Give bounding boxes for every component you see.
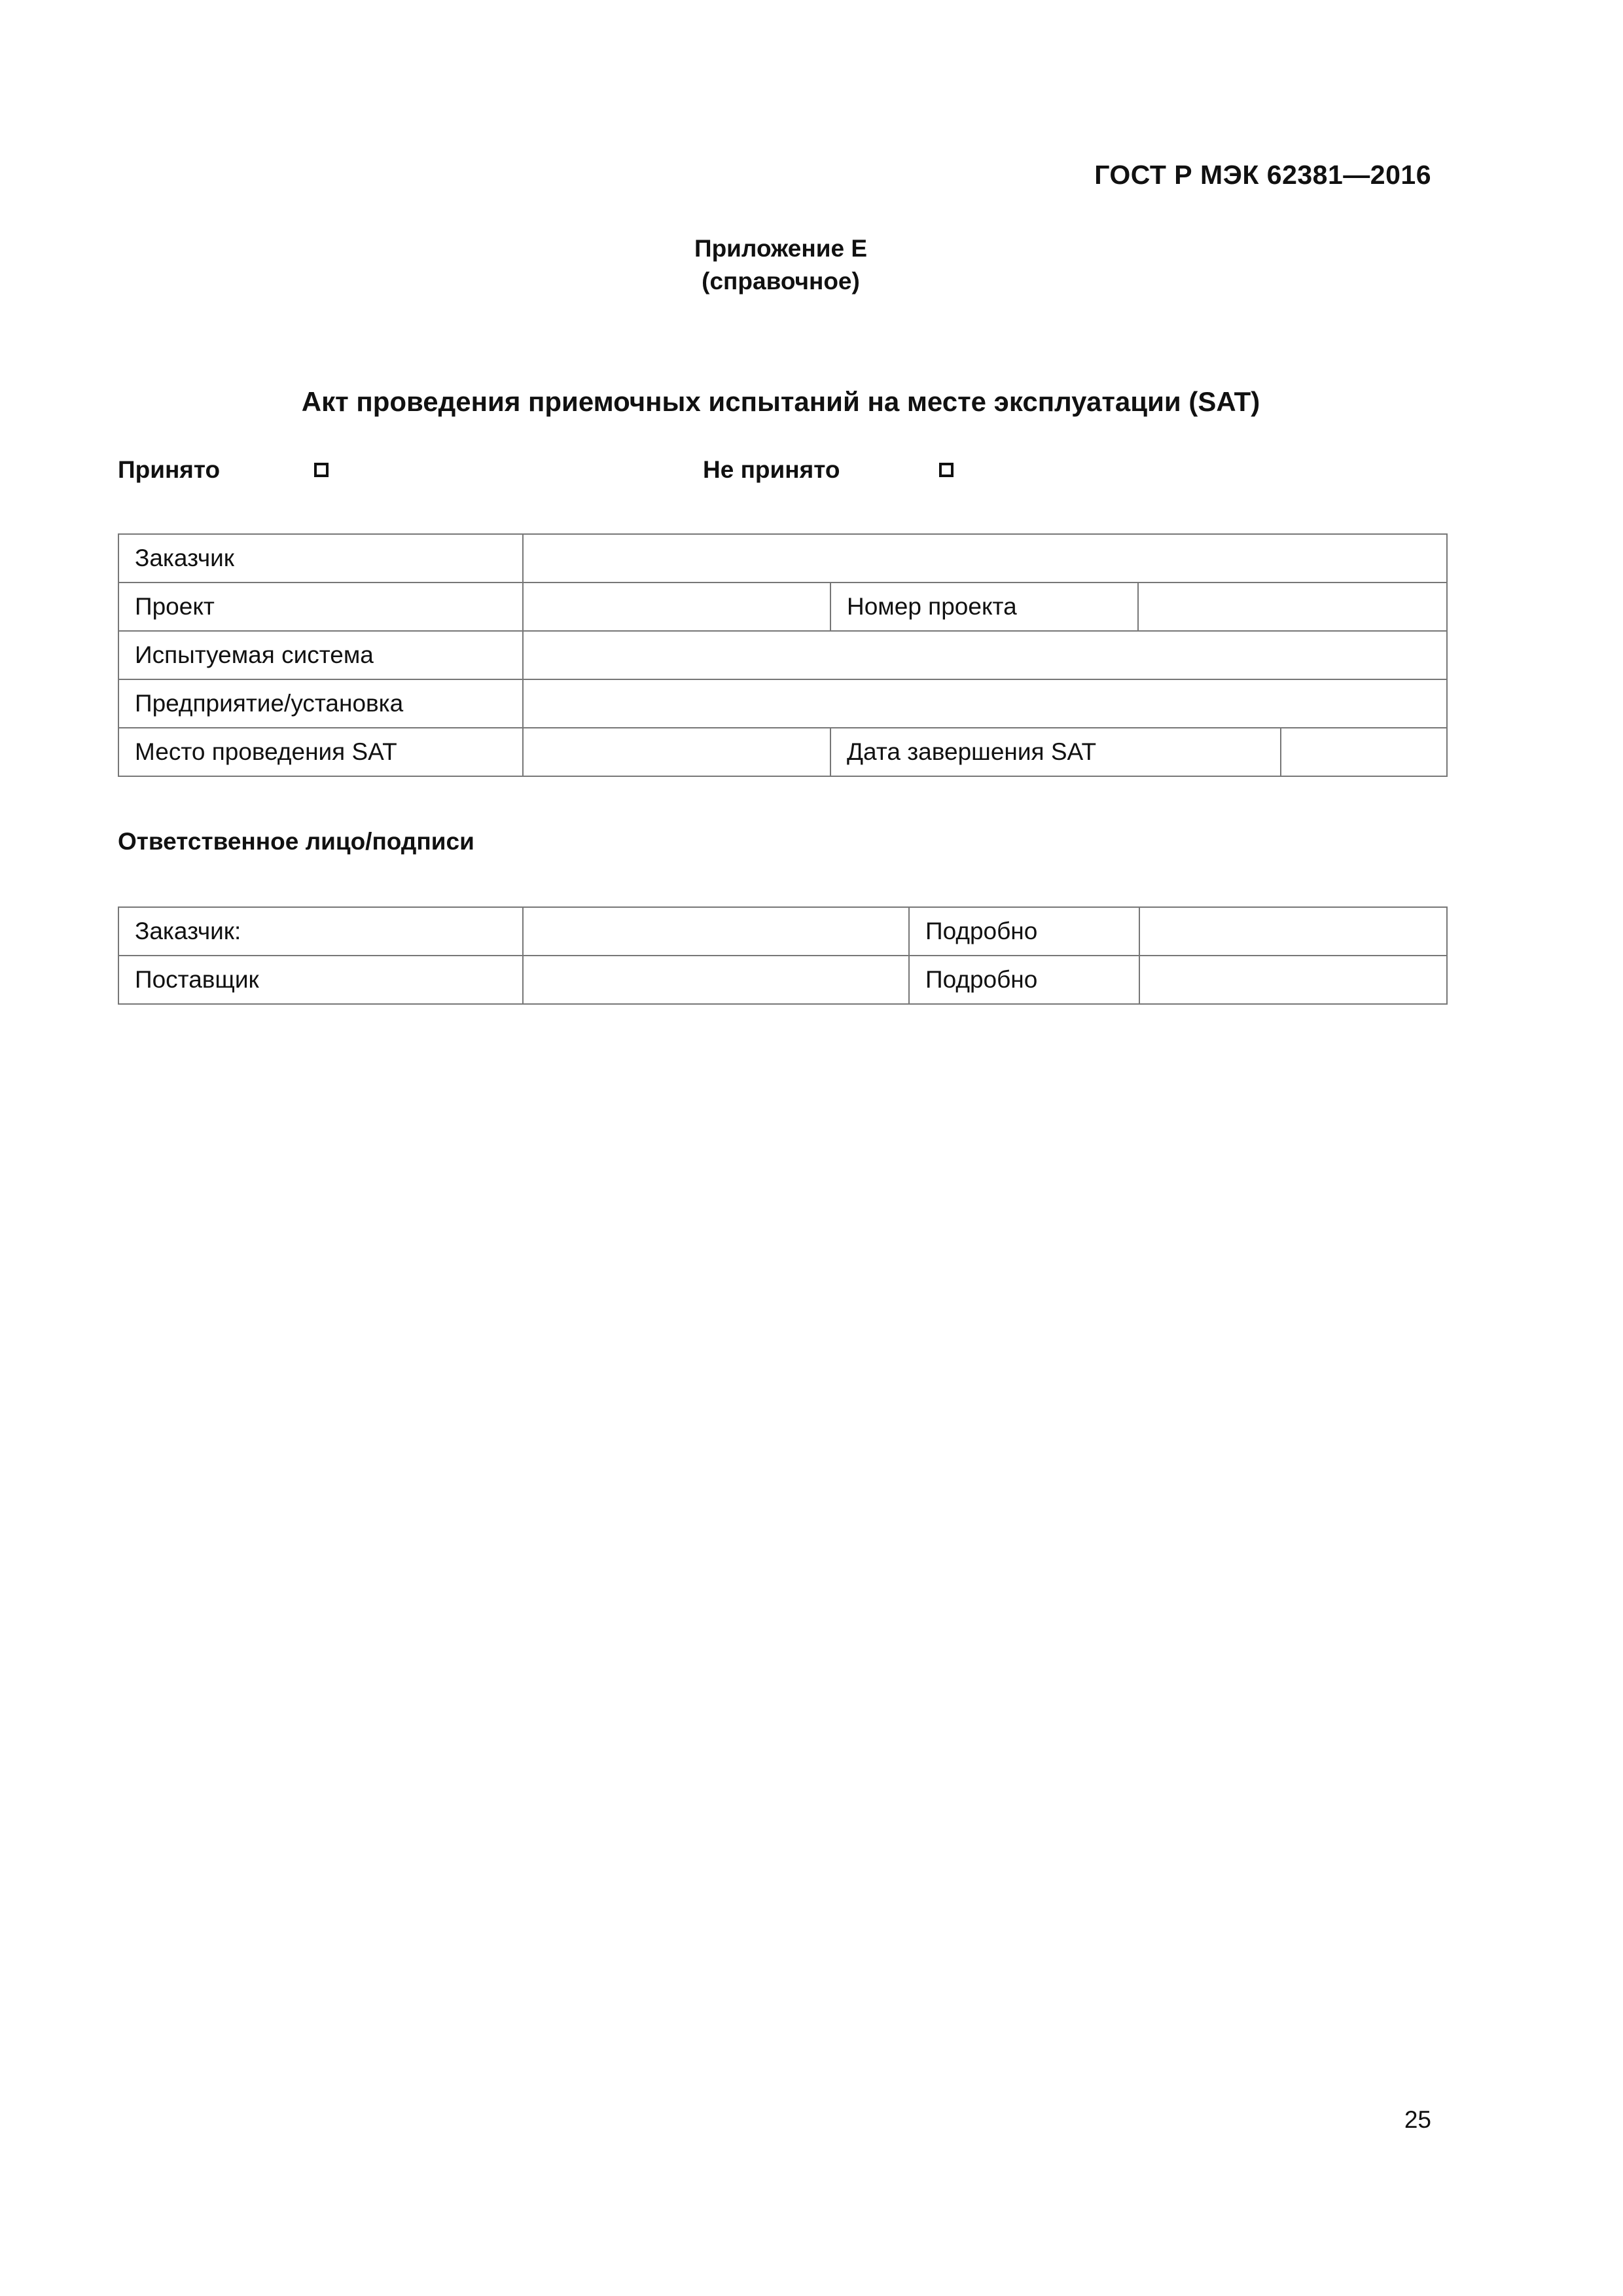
- signature-supplier-label: Поставщик: [118, 956, 523, 1004]
- document-standard-id: ГОСТ Р МЭК 62381—2016: [1094, 160, 1431, 190]
- signature-customer-label: Заказчик:: [118, 907, 523, 956]
- system-under-test-label: Испытуемая система: [118, 631, 523, 679]
- accepted-label: Принято: [118, 456, 221, 483]
- not-accepted-checkbox[interactable]: [939, 463, 954, 477]
- page-number: 25: [1404, 2106, 1431, 2133]
- project-number-label: Номер проекта: [830, 583, 1138, 631]
- signatures-section-title: Ответственное лицо/подписи: [118, 828, 474, 855]
- sat-completion-date-label: Дата завершения SAT: [830, 728, 1281, 776]
- signature-customer-value-field[interactable]: [523, 907, 909, 956]
- appendix-heading: [0, 232, 1561, 298]
- customer-label: Заказчик: [118, 534, 523, 583]
- signature-customer-details-field[interactable]: [1139, 907, 1447, 956]
- table-row: [118, 631, 1447, 679]
- table-row: [118, 534, 1447, 583]
- project-number-value-field[interactable]: [1138, 583, 1447, 631]
- signatures-table: [118, 906, 1448, 1005]
- signature-supplier-details-field[interactable]: [1139, 956, 1447, 1004]
- table-row: [118, 728, 1447, 776]
- signature-supplier-details-label: Подробно: [909, 956, 1139, 1004]
- sat-info-table: [118, 533, 1448, 777]
- facility-label: Предприятие/установка: [118, 679, 523, 728]
- signature-supplier-value-field[interactable]: [523, 956, 909, 1004]
- system-under-test-value-field[interactable]: [523, 631, 1447, 679]
- sat-location-value-field[interactable]: [523, 728, 830, 776]
- table-row: [118, 956, 1447, 1004]
- appendix-subtitle: (справочное): [702, 268, 860, 295]
- project-value-field[interactable]: [523, 583, 830, 631]
- customer-value-field[interactable]: [523, 534, 1447, 583]
- facility-value-field[interactable]: [523, 679, 1447, 728]
- accepted-checkbox[interactable]: [314, 463, 329, 477]
- table-row: [118, 679, 1447, 728]
- not-accepted-label: Не принято: [703, 456, 840, 483]
- form-title: Акт проведения приемочных испытаний на месте эксплуатации (SAT): [301, 386, 1260, 417]
- appendix-title: Приложение Е: [694, 235, 868, 262]
- table-row: [118, 907, 1447, 956]
- table-row: [118, 583, 1447, 631]
- project-label: Проект: [118, 583, 523, 631]
- signature-customer-details-label: Подробно: [909, 907, 1139, 956]
- sat-completion-date-value-field[interactable]: [1281, 728, 1447, 776]
- sat-location-label: Место проведения SAT: [118, 728, 523, 776]
